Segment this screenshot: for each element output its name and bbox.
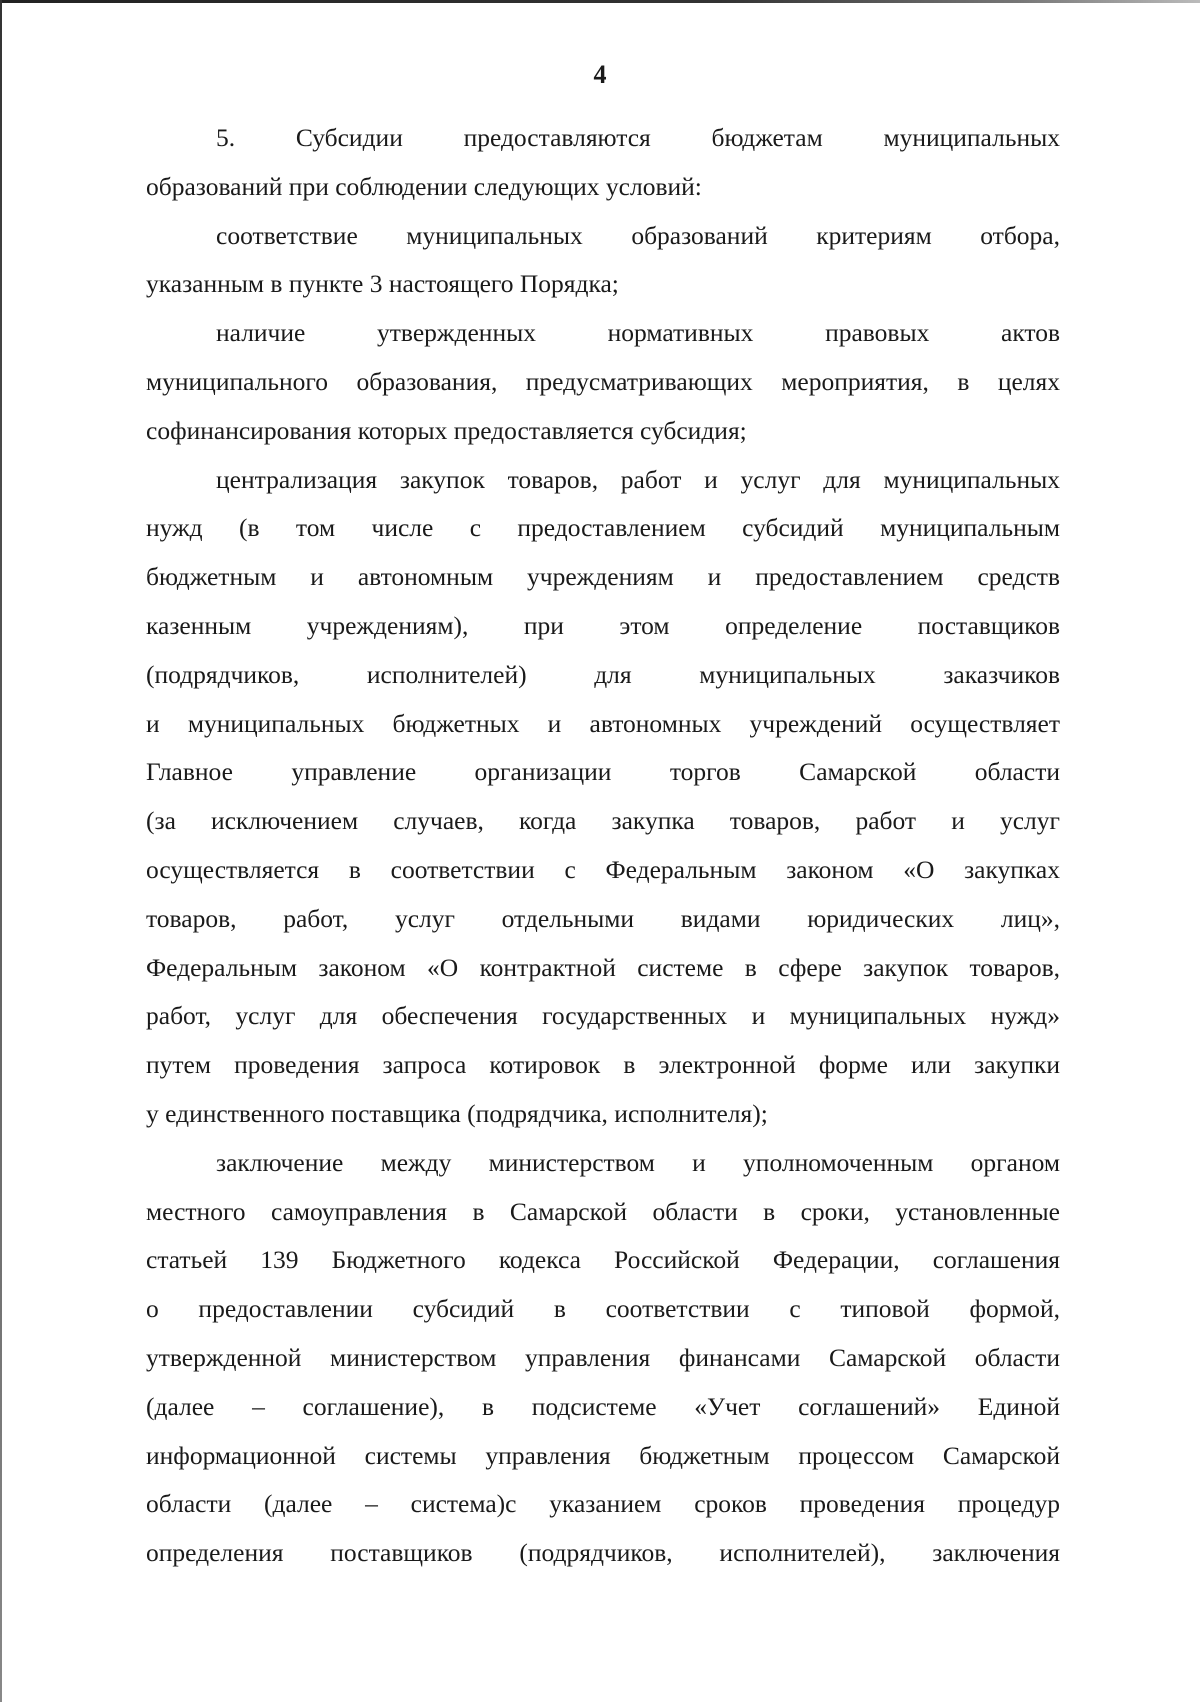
scan-border-top <box>0 0 1200 3</box>
text-line: осуществляется в соответствии с Федеральным законом «О закупках <box>146 854 1060 884</box>
text-line: (подрядчиков, исполнителей) для муниципальных заказчиков <box>146 659 1060 689</box>
text-line: товаров, работ, услуг отдельными видами юридических лиц», <box>146 903 1060 933</box>
paragraph-subsidies-conditions <box>146 114 1060 212</box>
scan-border-left <box>0 0 2 1702</box>
text-line: области (далее – система)с указанием сроков проведения процедур <box>146 1489 1060 1519</box>
text-line: местного самоуправления в Самарской области в сроки, установленные <box>146 1196 1060 1226</box>
text-line: централизация закупок товаров, работ и услуг для муниципальных <box>216 464 1060 494</box>
text-line: Федеральным законом «О контрактной системе в сфере закупок товаров, <box>146 952 1060 982</box>
document-body <box>146 114 1060 1578</box>
text-line: софинансирования которых предоставляется субсидия; <box>146 415 747 445</box>
text-line: информационной системы управления бюджетным процессом Самарской <box>146 1440 1060 1470</box>
text-line: наличие утвержденных нормативных правовых актов <box>216 318 1060 348</box>
text-line: у единственного поставщика (подрядчика, исполнителя); <box>146 1098 768 1128</box>
text-line: 5. Субсидии предоставляются бюджетам муниципальных <box>216 123 1060 152</box>
text-line: статьей 139 Бюджетного кодекса Российской Федерации, соглашения <box>146 1245 1060 1275</box>
paragraph-procurement-centralization <box>146 456 1060 1139</box>
text-line: и муниципальных бюджетных и автономных учреждений осуществляет <box>146 708 1060 738</box>
text-line: казенным учреждениям), при этом определение поставщиков <box>146 610 1060 640</box>
text-line: о предоставлении субсидий в соответствии с типовой формой, <box>146 1294 1060 1324</box>
text-line: утвержденной министерством управления финансами Самарской области <box>146 1342 1060 1372</box>
paragraph-criteria-compliance <box>146 212 1060 310</box>
text-line: (далее – соглашение), в подсистеме «Учет соглашений» Единой <box>146 1391 1060 1421</box>
paragraph-normative-acts <box>146 309 1060 455</box>
text-line: заключение между министерством и уполномоченным органом <box>216 1147 1060 1177</box>
text-line: указанным в пункте 3 настоящего Порядка; <box>146 269 619 299</box>
text-line: образований при соблюдении следующих условий: <box>146 171 702 201</box>
text-line: соответствие муниципальных образований критериям отбора, <box>216 220 1060 250</box>
text-line: муниципального образования, предусматривающих мероприятия, в целях <box>146 366 1060 396</box>
text-line: бюджетным и автономным учреждениям и предоставлением средств <box>146 562 1060 592</box>
text-line: Главное управление организации торгов Самарской области <box>146 757 1060 787</box>
text-line: нужд (в том числе с предоставлением субсидий муниципальным <box>146 513 1060 543</box>
text-line: путем проведения запроса котировок в электронной форме или закупки <box>146 1050 1060 1080</box>
text-line: работ, услуг для обеспечения государственных и муниципальных нужд» <box>146 1001 1060 1031</box>
paragraph-agreement-conclusion <box>146 1139 1060 1578</box>
text-line: (за исключением случаев, когда закупка товаров, работ и услуг <box>146 806 1060 836</box>
text-line: определения поставщиков (подрядчиков, исполнителей), заключения <box>146 1538 1060 1568</box>
page-number: 4 <box>593 60 607 89</box>
